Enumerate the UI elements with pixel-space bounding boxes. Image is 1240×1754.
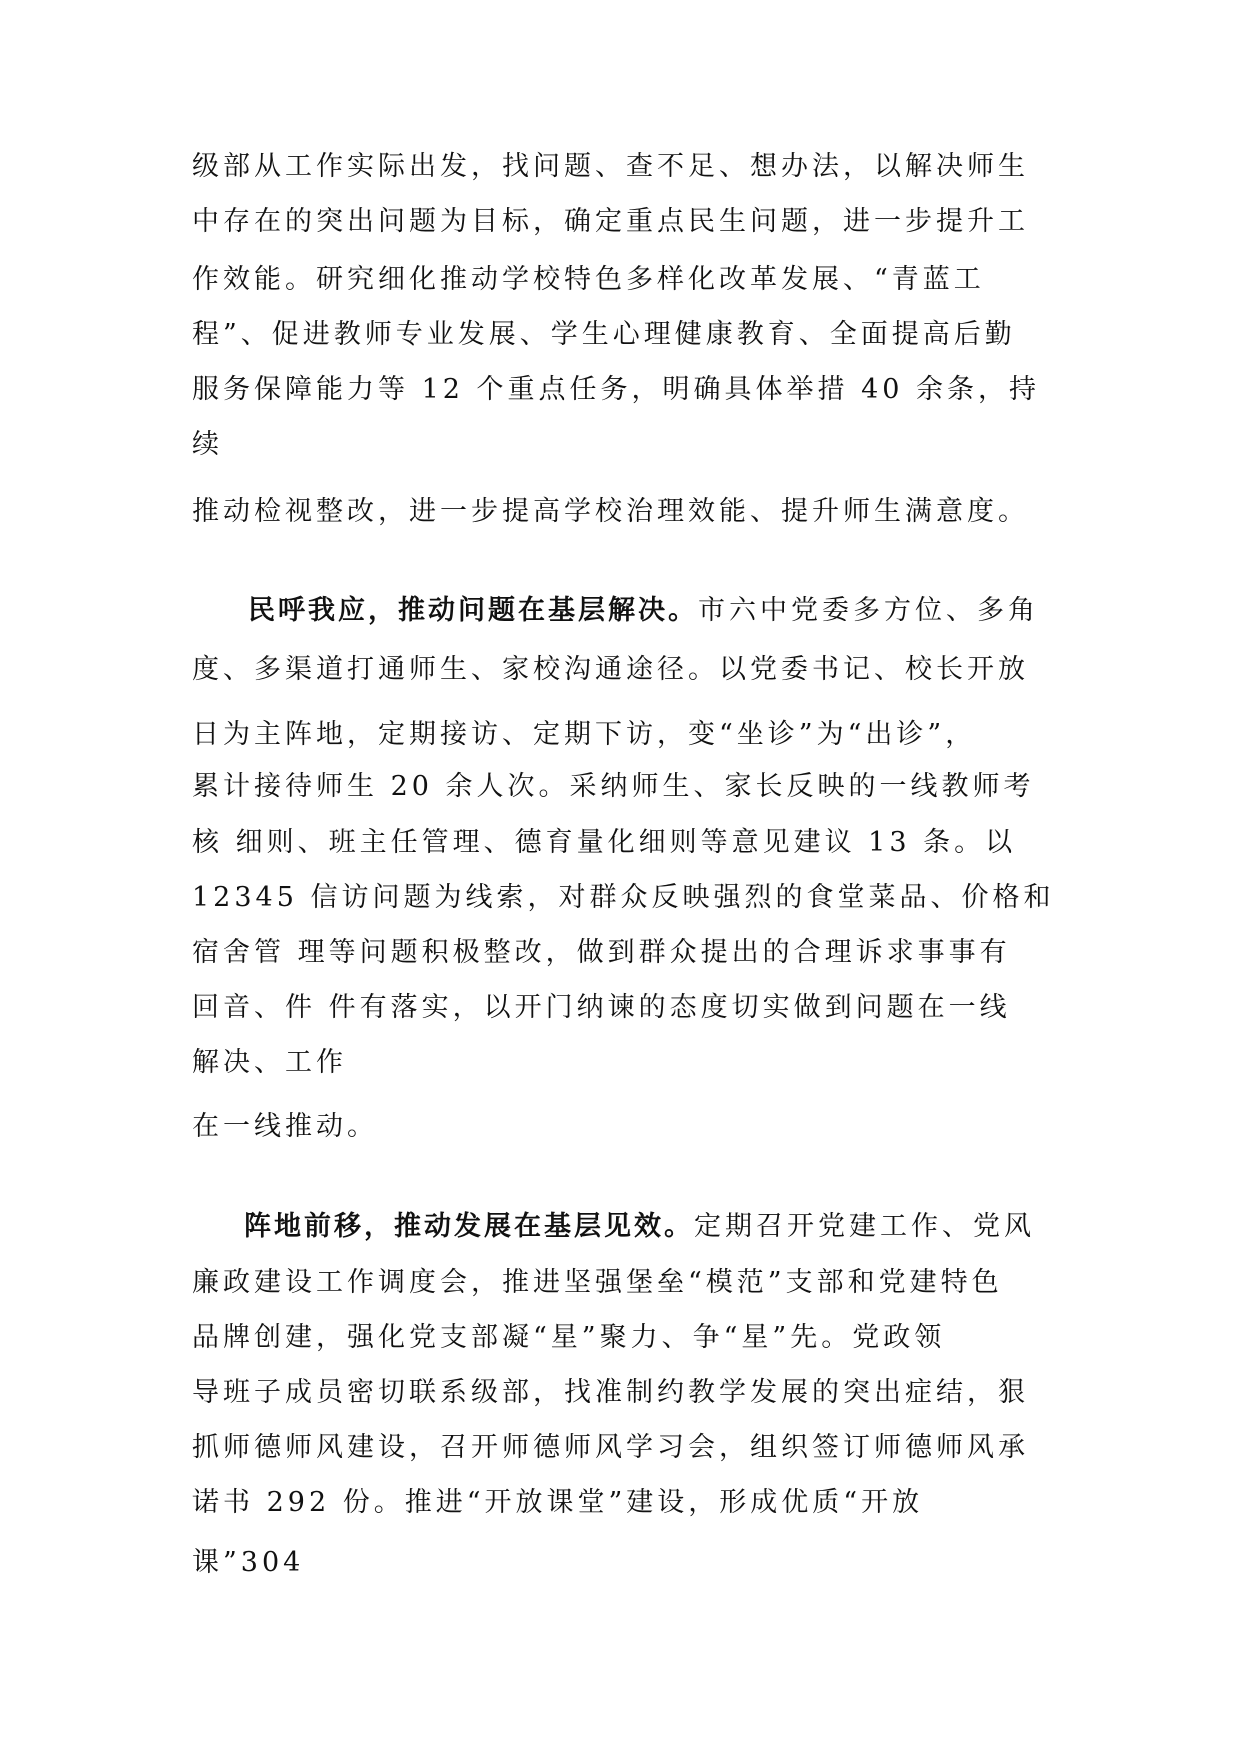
paragraph-text: 定期召开党建工作、党风: [694, 1211, 1035, 1242]
text-line: 续: [192, 429, 223, 460]
text-line: 12345 信访问题为线索，对群众反映强烈的食堂菜品、价格和: [192, 882, 1055, 913]
paragraph-heading: 阵地前移，推动发展在基层见效。: [244, 1211, 694, 1242]
paragraph-heading: 民呼我应，推动问题在基层解决。: [248, 595, 698, 626]
text-line: 累计接待师生 20 余人次。采纳师生、家长反映的一线教师考: [192, 771, 1035, 802]
paragraph-text: 市六中党委多方位、多角: [698, 595, 1039, 626]
text-line: 抓师德师风建设，召开师德师风学习会，组织签订师德师风承: [192, 1432, 1029, 1463]
text-line: 程”、促进教师专业发展、学生心理健康教育、全面提高后勤: [192, 319, 1016, 350]
text-line: 级部从工作实际出发，找问题、查不足、想办法，以解决师生: [192, 151, 1029, 182]
text-line: 核 细则、班主任管理、德育量化细则等意见建议 13 条。以: [192, 827, 1017, 858]
text-line: 导班子成员密切联系级部，找准制约教学发展的突出症结，狠: [192, 1377, 1029, 1408]
text-line: 作效能。研究细化推动学校特色多样化改革发展、“青蓝工: [192, 264, 985, 295]
text-line: 服务保障能力等 12 个重点任务，明确具体举措 40 余条，持: [192, 374, 1041, 405]
text-line: 廉政建设工作调度会，推进坚强堡垒“模范”支部和党建特色: [192, 1267, 1003, 1298]
paragraph-lead-line: [244, 1210, 1035, 1244]
text-line: 回音、件 件有落实，以开门纳谏的态度切实做到问题在一线: [192, 992, 1011, 1023]
text-line: 课”304: [192, 1547, 305, 1578]
text-line: 诺书 292 份。推进“开放课堂”建设，形成优质“开放: [192, 1487, 924, 1518]
text-line: 日为主阵地，定期接访、定期下访，变“坐诊”为“出诊”，: [192, 719, 977, 750]
text-line: 推动检视整改，进一步提高学校治理效能、提升师生满意度。: [192, 496, 1029, 527]
text-line: 宿舍管 理等问题积极整改，做到群众提出的合理诉求事事有: [192, 937, 1011, 968]
text-line: 中存在的突出问题为目标，确定重点民生问题，进一步提升工: [192, 206, 1029, 237]
text-line: 度、多渠道打通师生、家校沟通途径。以党委书记、校长开放: [192, 654, 1029, 685]
text-line: 品牌创建，强化党支部凝“星”聚力、争“星”先。党政领: [192, 1322, 946, 1353]
text-line: 解决、工作: [192, 1047, 347, 1078]
text-line: 在一线推动。: [192, 1111, 378, 1142]
paragraph-lead-line: [248, 594, 1039, 628]
